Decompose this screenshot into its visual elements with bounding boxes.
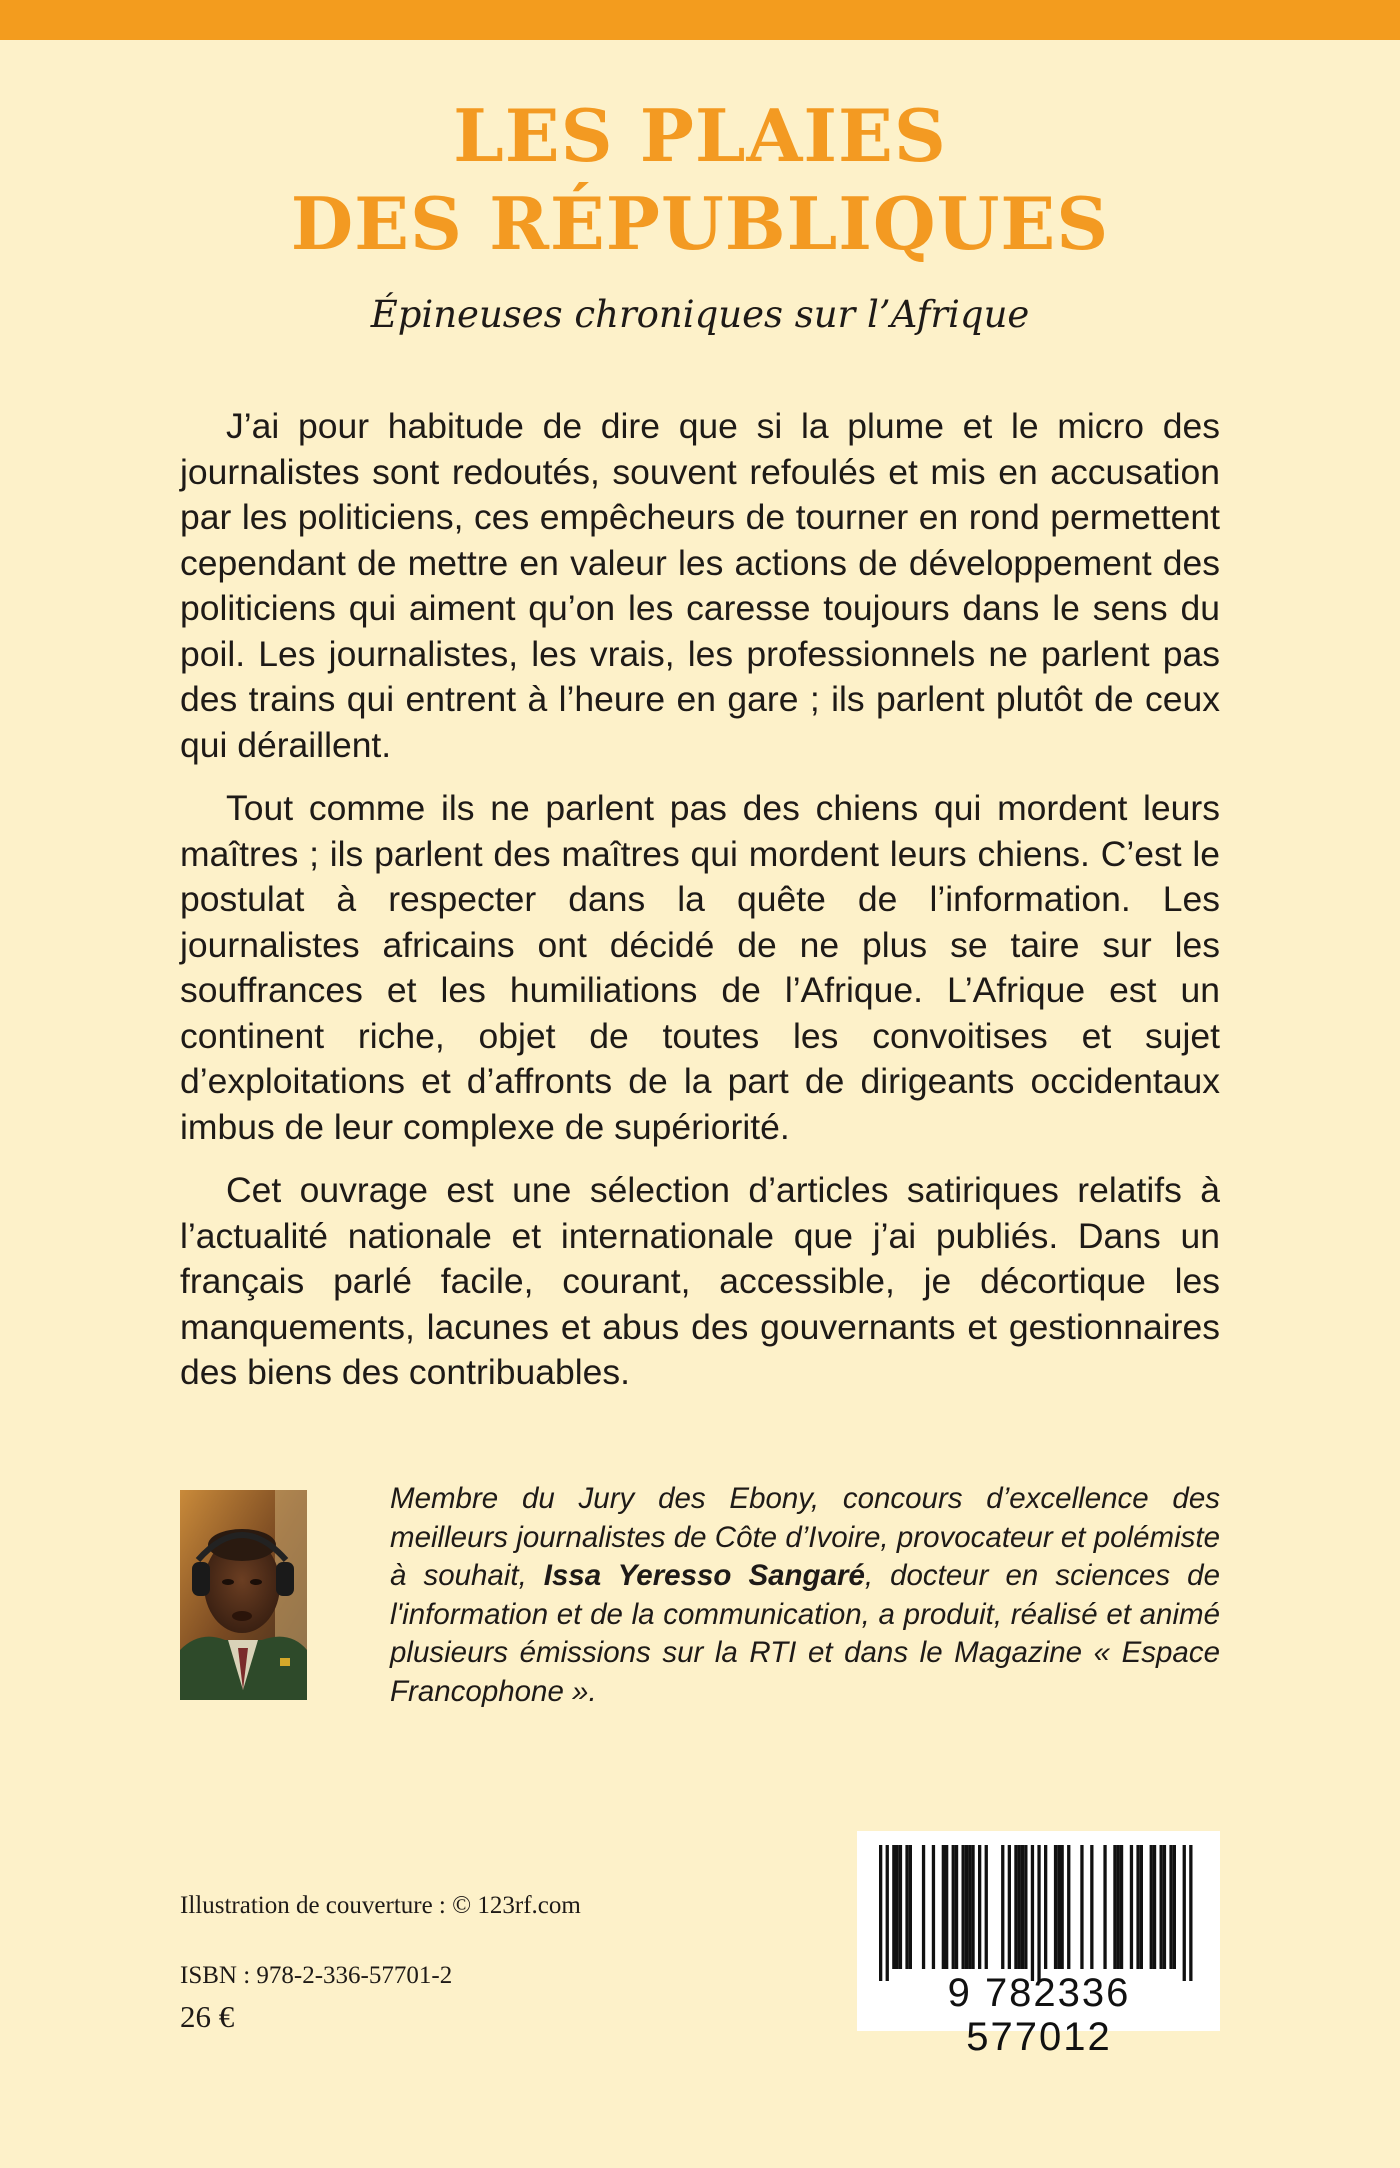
barcode-bar xyxy=(955,1845,958,1969)
barcode-bar xyxy=(1117,1845,1120,1969)
barcode-bar xyxy=(1021,1845,1024,1969)
barcode-bar xyxy=(905,1845,908,1969)
author-name: Issa Yeresso Sangaré xyxy=(543,1559,865,1592)
blurb-paragraph: Tout comme ils ne parlent pas des chiens qui mordent leurs maîtres ; ils parlent des maîtres qui mordent leurs chiens. C’est le postulat à respecter dans la quête de l’information. Les journalistes africains ont décidé de ne plus se taire sur les souffrances et les humiliations de l’Afrique. L’Afrique est un continent riche, objet de toutes les convoitises et sujet d’exploitations et d’affronts de la part de dirigeants occidentaux imbus de leur complexe de supériorité. xyxy=(180,788,1220,1147)
barcode-bar xyxy=(942,1845,945,1969)
barcode-bar xyxy=(968,1845,971,1969)
barcode-bar xyxy=(1183,1845,1186,1981)
barcode-bar xyxy=(1103,1845,1106,1969)
barcode-bar xyxy=(1018,1845,1021,1969)
book-title-line-1: LES PLAIES xyxy=(453,93,947,178)
barcode-bar xyxy=(1163,1845,1166,1969)
barcode-bar xyxy=(1113,1845,1116,1969)
barcode-bar xyxy=(892,1845,895,1969)
author-bio-text: , docteur en sciences de l'information et de la communication, a produit, réalisé et animé plusieurs émissions sur la RTI et dans le Magazine « Espace Francophone ». xyxy=(390,1559,1220,1708)
barcode-bar xyxy=(1008,1845,1011,1969)
isbn: ISBN : 978-2-336-57701-2 xyxy=(180,1962,453,1989)
author-bio-text: Membre du Jury des Ebony, concours d’excellence des meilleurs journalistes de Côte d’Ivoire, provocateur et polémiste à souhait, xyxy=(390,1482,1220,1592)
barcode-bar xyxy=(1189,1845,1192,1981)
barcode-bar xyxy=(896,1845,899,1969)
book-title-line-2: DES RÉPUBLIQUES xyxy=(290,181,1110,266)
barcode-bar xyxy=(952,1845,955,1969)
barcode-bar xyxy=(1014,1845,1017,1969)
barcode-bar xyxy=(886,1845,889,1981)
barcode-bar xyxy=(1153,1845,1156,1969)
barcode-bar xyxy=(978,1845,981,1969)
barcode-bar xyxy=(1067,1845,1070,1969)
barcode-bar xyxy=(965,1845,968,1969)
barcode-bar xyxy=(1044,1845,1047,1969)
barcode-bar xyxy=(1031,1845,1034,1981)
top-accent-bar xyxy=(0,0,1400,40)
book-title xyxy=(0,92,1400,268)
blurb-paragraph: J’ai pour habitude de dire que si la plume et le micro des journalistes sont redoutés, souvent refoulés et mis en accusation par les politiciens, ces empêcheurs de tourner en rond permettent cependant de mettre en valeur les actions de développement des politiciens qui aiment qu’on les caresse toujours dans le sens du poil. Les journalistes, les vrais, les professionnels ne parlent pas des trains qui entrent à l’heure en gare ; ils parlent plutôt de ceux qui déraillent. xyxy=(180,406,1220,765)
barcode-bar xyxy=(1173,1845,1176,1969)
book-subtitle: Épineuses chroniques sur l’Afrique xyxy=(370,293,1030,336)
barcode-bar xyxy=(1080,1845,1083,1969)
price: 26 € xyxy=(180,1999,235,2034)
barcode-bar xyxy=(879,1845,882,1981)
barcode-bar xyxy=(909,1845,912,1969)
barcode-bar xyxy=(1037,1845,1040,1981)
barcode-bar xyxy=(985,1845,988,1969)
barcode-bar xyxy=(1090,1845,1093,1969)
blurb xyxy=(180,404,1220,1414)
barcode-bar xyxy=(1054,1845,1057,1969)
barcode-bar xyxy=(1120,1845,1123,1969)
illustration-credit: Illustration de couverture : © 123rf.com xyxy=(180,1892,581,1919)
barcode-bar xyxy=(1160,1845,1163,1969)
blurb-paragraph: Cet ouvrage est une sélection d’articles satiriques relatifs à l’actualité nationale et internationale que j’ai publiés. Dans un français parlé facile, courant, accessible, je décortique les manquements, lacunes et abus des gouvernants et gestionnaires des biens des contribuables. xyxy=(180,1170,1220,1392)
barcode-bar xyxy=(962,1845,965,1969)
barcode-bar xyxy=(971,1845,974,1969)
barcode-bar xyxy=(1130,1845,1133,1969)
barcode-bar xyxy=(1061,1845,1064,1969)
author-bio xyxy=(390,1480,1220,1711)
barcode-bar xyxy=(1140,1845,1143,1969)
barcode-bar xyxy=(945,1845,948,1969)
barcode-bar xyxy=(1024,1845,1027,1969)
barcode-number: 9 782336 577012 xyxy=(947,1971,1131,2059)
barcode xyxy=(857,1831,1220,2059)
author-photo xyxy=(180,1490,307,1700)
barcode-bar xyxy=(1169,1845,1172,1969)
barcode-bar xyxy=(932,1845,935,1969)
barcode-bar xyxy=(1057,1845,1060,1969)
barcode-bar xyxy=(1150,1845,1153,1969)
barcode-bar xyxy=(1136,1845,1139,1969)
author-portrait-image xyxy=(180,1490,307,1700)
barcode-bar xyxy=(922,1845,925,1969)
barcode-bar xyxy=(1001,1845,1004,1969)
barcode-bar xyxy=(899,1845,902,1969)
